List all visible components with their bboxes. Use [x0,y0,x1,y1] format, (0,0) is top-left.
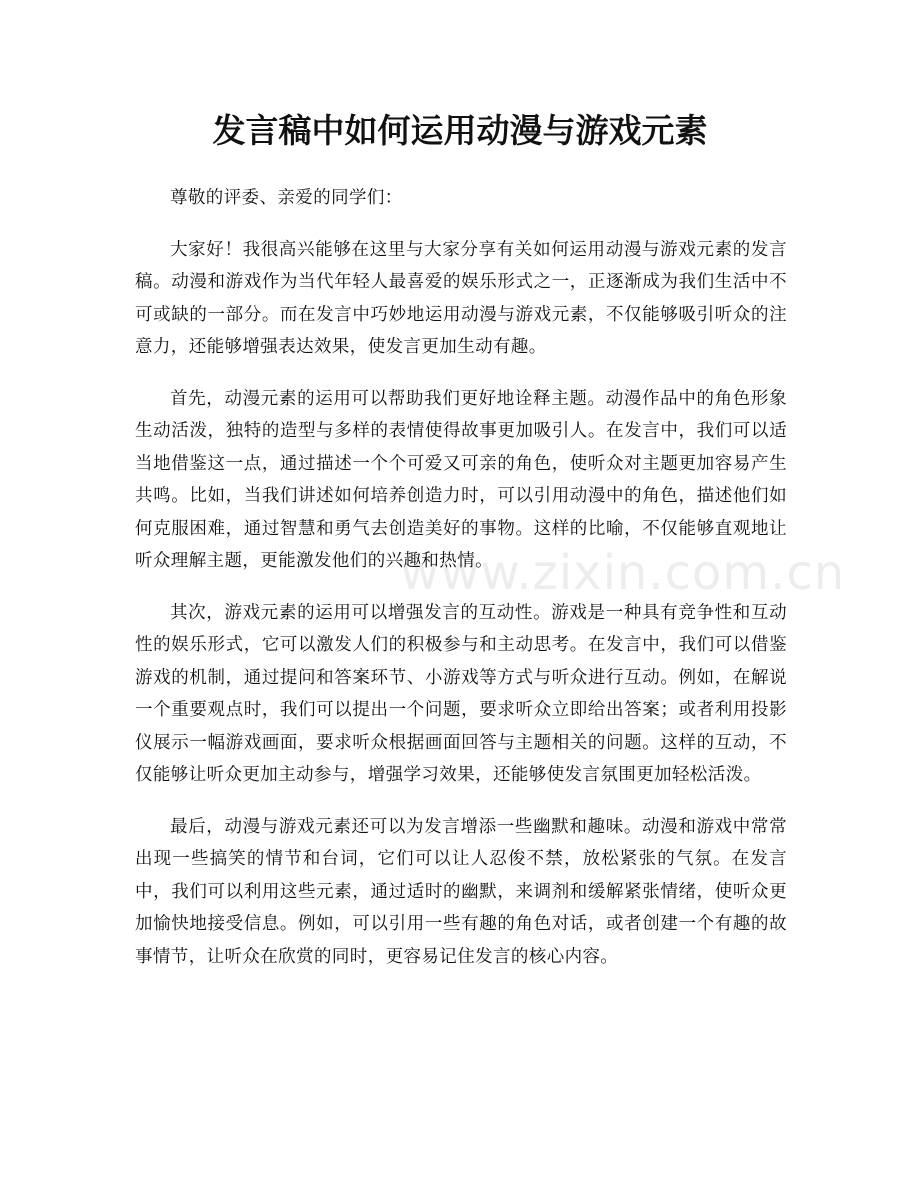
final-point-paragraph: 最后，动漫与游戏元素还可以为发言增添一些幽默和趣味。动漫和游戏中常常出现一些搞笑的情节和台词，它们可以让人忍俊不禁，放松紧张的气氛。在发言中，我们可以利用这些元素，通过适时的幽默，来调剂和缓解紧张情绪，使听众更加愉快地接受信息。例如，可以引用一些有趣的角色对话，或者创建一个有趣的故事情节，让听众在欣赏的同时，更容易记住发言的核心内容。 [135,816,787,967]
watermark: www.zixin.com.cn [400,545,846,601]
salutation-paragraph: 尊敬的评委、亲爱的同学们： [170,188,403,208]
second-point-paragraph: 其次，游戏元素的运用可以增强发言的互动性。游戏是一种具有竞争性和互动性的娱乐形式，它可以激发人们的积极参与和主动思考。在发言中，我们可以借鉴游戏的机制，通过提问和答案环节、小游戏等方式与听众进行互动。例如，在解说一个重要观点时，我们可以提出一个问题，要求听众立即给出答案；或者利用投影仪展示一幅游戏画面，要求听众根据画面回答与主题相关的问题。这样的互动，不仅能够让听众更加主动参与，增强学习效果，还能够使发言氛围更加轻松活泼。 [135,602,787,785]
document-body [135,182,787,992]
document-title: 发言稿中如何运用动漫与游戏元素 [212,111,708,150]
first-point-paragraph: 首先，动漫元素的运用可以帮助我们更好地诠释主题。动漫作品中的角色形象生动活泼，独特的造型与多样的表情使得故事更加吸引人。在发言中，我们可以适当地借鉴这一点，通过描述一个个可爱又可亲的角色，使听众对主题更加容易产生共鸣。比如，当我们讲述如何培养创造力时，可以引用动漫中的角色，描述他们如何克服困难，通过智慧和勇气去创造美好的事物。这样的比喻，不仅能够直观地让听众理解主题，更能激发他们的兴趣和热情。 [135,388,787,571]
intro-paragraph: 大家好！我很高兴能够在这里与大家分享有关如何运用动漫与游戏元素的发言稿。动漫和游戏作为当代年轻人最喜爱的娱乐形式之一，正逐渐成为我们生活中不可或缺的一部分。而在发言中巧妙地运用动漫与游戏元素，不仅能够吸引听众的注意力，还能够增强表达效果，使发言更加生动有趣。 [135,239,787,357]
